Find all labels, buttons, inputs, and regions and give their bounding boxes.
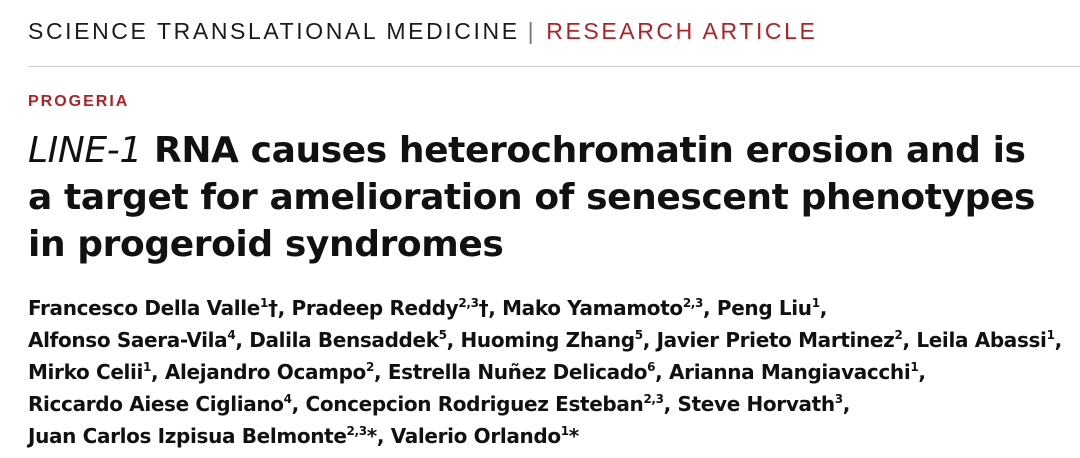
affiliation-marker: 2,3 [643, 392, 664, 406]
header-separator: | [527, 18, 537, 44]
affiliation-marker: 1 [560, 424, 569, 438]
article-type-label: RESEARCH ARTICLE [546, 18, 818, 44]
affiliation-marker: 2,3 [346, 424, 367, 438]
author-name-text: Arianna Mangiavacchi [669, 360, 911, 384]
affiliation-marker: 2,3 [682, 296, 704, 310]
affiliation-marker: 4 [283, 392, 292, 406]
author-name-text: Estrella Nuñez Delicado [387, 360, 648, 384]
corresponding-author-mark: * [568, 424, 579, 448]
author-name-text: Mako Yamamoto [502, 296, 683, 320]
equal-contribution-mark: † [478, 296, 489, 320]
author-name[interactable] [388, 360, 655, 384]
affiliation-marker: 1 [260, 296, 269, 310]
author-name-text: Leila Abassi [916, 328, 1047, 352]
author-list [28, 292, 1068, 452]
corresponding-author-mark: * [366, 424, 377, 448]
title-line-1-rest: RNA causes heterochromatin erosion and is [141, 130, 1026, 171]
title-line-2: a target for amelioration of senescent phenotypes [28, 177, 1036, 218]
author-name[interactable] [461, 328, 643, 352]
author-name-text: Peng Liu [716, 296, 812, 320]
affiliation-marker: 2 [365, 360, 374, 374]
journal-name: SCIENCE TRANSLATIONAL MEDICINE [28, 18, 520, 44]
author-name[interactable] [28, 424, 377, 448]
affiliation-marker: 4 [227, 328, 236, 342]
affiliation-marker: 1 [1046, 328, 1055, 342]
affiliation-marker: 3 [834, 392, 843, 406]
title-line-1 [28, 127, 1058, 174]
author-name[interactable] [292, 296, 489, 320]
affiliation-marker: 2 [894, 328, 903, 342]
author-line-5: Juan Carlos Izpisua Belmonte$^{2,3}$*, Valerio Orlando$^1$* [28, 424, 579, 448]
author-line-2: Alfonso Saera-Vila$^4$, Dalila Bensaddek$^5$, Huoming Zhang$^5$, Javier Prieto Martinez$^2$, Leila Abassi$^1$, [28, 328, 1062, 352]
affiliation-marker: 2,3 [458, 296, 479, 310]
author-name-text: Francesco Della Valle [28, 296, 261, 320]
author-name-text: Huoming Zhang [460, 328, 635, 352]
affiliation-marker: 5 [438, 328, 447, 342]
author-name[interactable] [28, 328, 235, 352]
author-name-text: Concepcion Rodriguez Esteban [305, 392, 644, 416]
author-name-text: Javier Prieto Martinez [656, 328, 895, 352]
title-line-3: in progeroid syndromes [28, 224, 504, 265]
author-name-text: Steve Horvath [677, 392, 835, 416]
author-name-text: Dalila Bensaddek [249, 328, 439, 352]
author-name[interactable] [717, 296, 820, 320]
author-name[interactable] [249, 328, 446, 352]
author-name[interactable] [502, 296, 703, 320]
subject-category: PROGERIA [28, 93, 130, 110]
header-divider [28, 66, 1080, 67]
author-name[interactable] [678, 392, 843, 416]
author-line-4: Riccardo Aiese Cigliano$^4$, Concepcion Rodriguez Esteban$^{2,3}$, Steve Horvath$^3$, [28, 392, 850, 416]
author-name-text: Mirko Celii [28, 360, 144, 384]
affiliation-marker: 1 [143, 360, 152, 374]
journal-header [28, 20, 817, 43]
author-name[interactable] [657, 328, 903, 352]
author-name-text: Juan Carlos Izpisua Belmonte [28, 424, 347, 448]
affiliation-marker: 6 [647, 360, 656, 374]
author-name-text: Alfonso Saera-Vila [28, 328, 228, 352]
author-line-3: Mirko Celii$^1$, Alejandro Ocampo$^2$, Estrella Nuñez Delicado$^6$, Arianna Mangiavacchi$^1$, [28, 360, 926, 384]
author-name[interactable] [165, 360, 374, 384]
author-name[interactable] [28, 392, 292, 416]
author-name-text: Alejandro Ocampo [164, 360, 366, 384]
title-gene-name: LINE-1 [28, 130, 142, 171]
author-name-text: Valerio Orlando [390, 424, 561, 448]
affiliation-marker: 1 [910, 360, 919, 374]
author-line-1: Francesco Della Valle$^1$†, Pradeep Reddy$^{2,3}$†, Mako Yamamoto$^{2,3}$, Peng Liu$^1$, [28, 296, 827, 320]
author-name-text: Riccardo Aiese Cigliano [28, 392, 284, 416]
author-name[interactable] [28, 360, 151, 384]
affiliation-marker: 5 [634, 328, 643, 342]
author-name-text: Pradeep Reddy [291, 296, 459, 320]
author-name[interactable] [306, 392, 664, 416]
author-name[interactable] [391, 424, 579, 448]
author-name[interactable] [669, 360, 918, 384]
author-name[interactable] [916, 328, 1054, 352]
affiliation-marker: 1 [811, 296, 820, 310]
article-title [28, 127, 1058, 268]
author-name[interactable] [28, 296, 278, 320]
equal-contribution-mark: † [268, 296, 278, 320]
